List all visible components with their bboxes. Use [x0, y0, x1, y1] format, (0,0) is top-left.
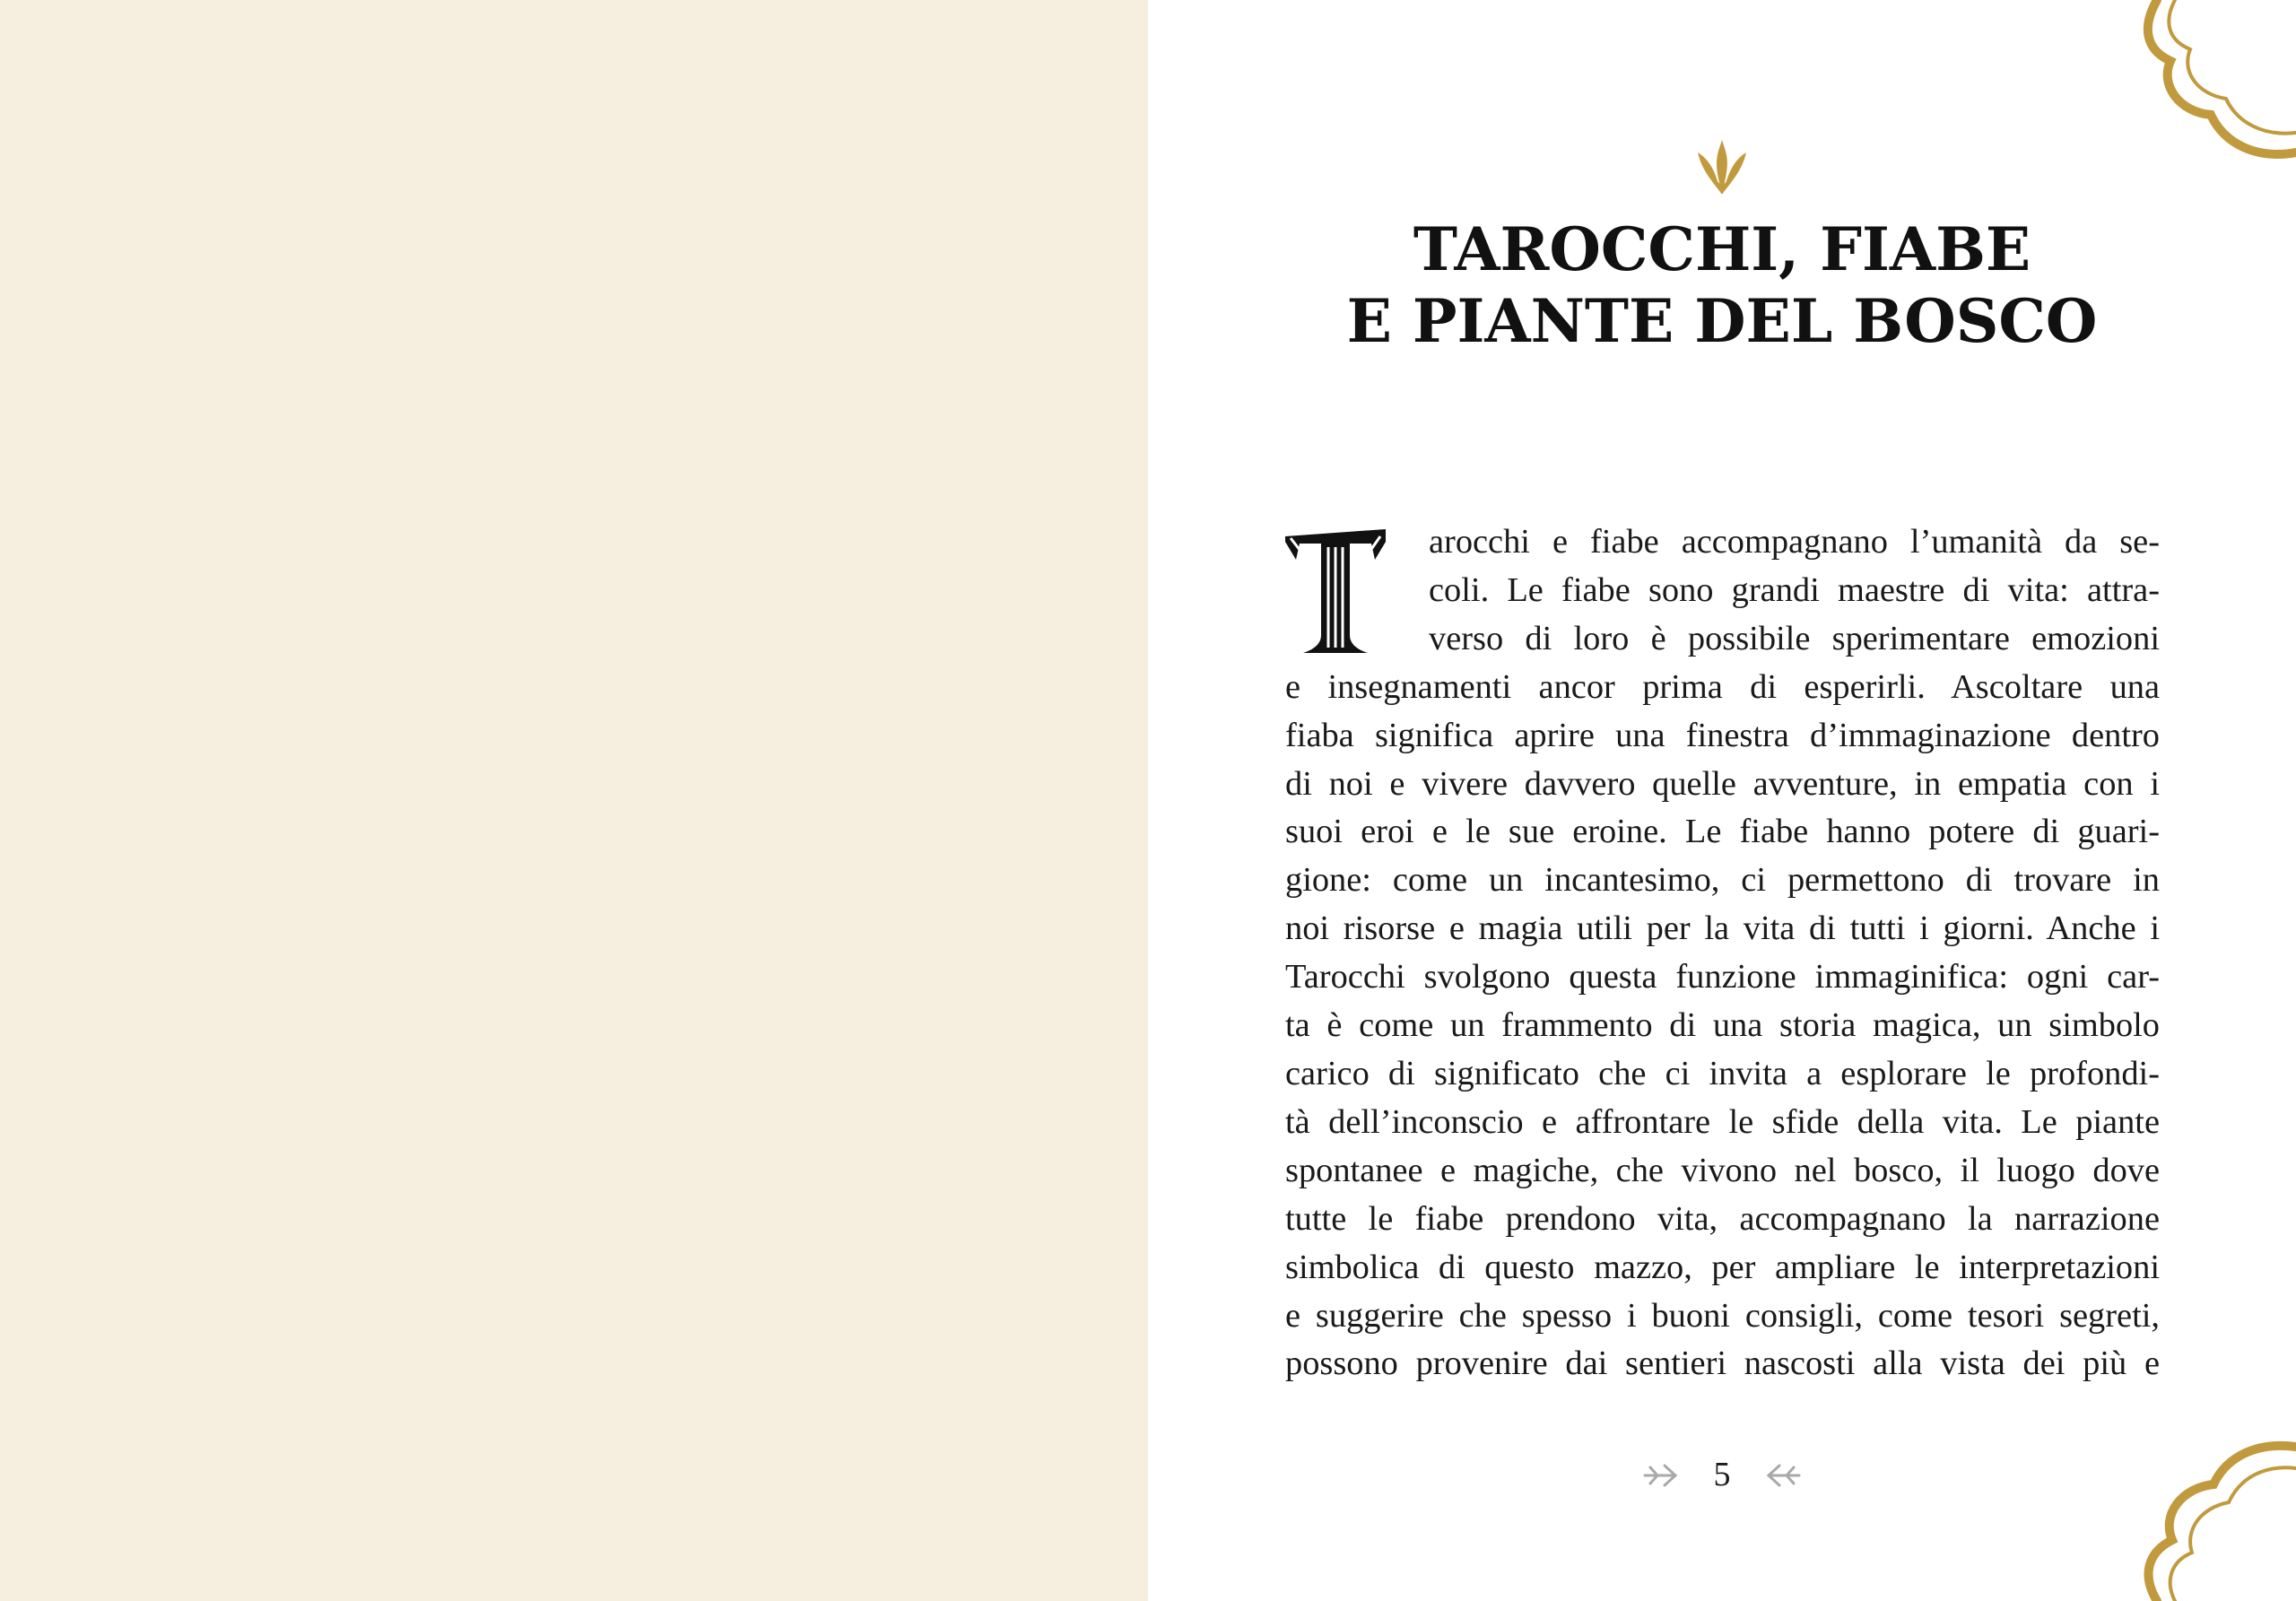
body-line: spontanee e magiche, che vivono nel bosco, il luogo dove: [1285, 1151, 2160, 1189]
body-line: possono provenire dai sentieri nascosti alla vista dei più e: [1285, 1344, 2160, 1383]
body-line: e insegnamenti ancor prima di esperirli. Ascoltare una: [1285, 667, 2160, 706]
title-line-2: E PIANTE DEL BOSCO: [1346, 286, 2098, 356]
body-line: di noi e vivere davvero quelle avventure, in empatia con i: [1285, 764, 2160, 803]
body-line: Tarocchi svolgono questa funzione immaginifica: ogni car-: [1285, 958, 2160, 996]
arrow-ornament-icon: [1643, 1462, 1679, 1489]
body-line: tutte le fiabe prendono vita, accompagnano la narrazione: [1285, 1199, 2160, 1238]
fleuron-icon: [1696, 140, 1748, 196]
body-line: simbolica di questo mazzo, per ampliare le interpretazioni: [1285, 1248, 2160, 1286]
body-line: ta è come un frammento di una storia magica, un simbolo: [1285, 1006, 2160, 1045]
corner-ornament-icon: [2126, 1422, 2296, 1601]
arrow-ornament-icon: [1765, 1462, 1801, 1489]
chapter-title: [1274, 213, 2170, 357]
corner-ornament-icon: [2126, 0, 2296, 179]
body-line: fiaba significa aprire una finestra d’immaginazione dentro: [1285, 716, 2160, 754]
body-line: verso di loro è possibile sperimentare emozioni: [1429, 619, 2160, 657]
body-line: coli. Le fiabe sono grandi maestre di vita: attra-: [1429, 570, 2160, 609]
right-page: [1148, 0, 2296, 1601]
page-number: 5: [1713, 1456, 1731, 1493]
body-line: suoi eroi e le sue eroine. Le fiabe hanno potere di guari-: [1285, 813, 2160, 851]
body-line: tà dell’inconscio e affrontare le sfide della vita. Le piante: [1285, 1102, 2160, 1141]
folio: [1148, 1453, 2296, 1498]
body-line: e suggerire che spesso i buoni consigli, come tesori segreti,: [1285, 1296, 2160, 1335]
body-line: carico di significato che ci invita a esplorare le profondi-: [1285, 1054, 2160, 1092]
body-paragraph: [1285, 518, 2160, 1388]
body-line: arocchi e fiabe accompagnano l’umanità da se-: [1429, 523, 2160, 561]
title-line-1: TAROCCHI, FIABE: [1413, 214, 2031, 284]
body-line: noi risorse e magia utili per la vita di tutti i giorni. Anche i: [1285, 909, 2160, 948]
body-line: gione: come un incantesimo, ci permettono di trovare in: [1285, 861, 2160, 900]
